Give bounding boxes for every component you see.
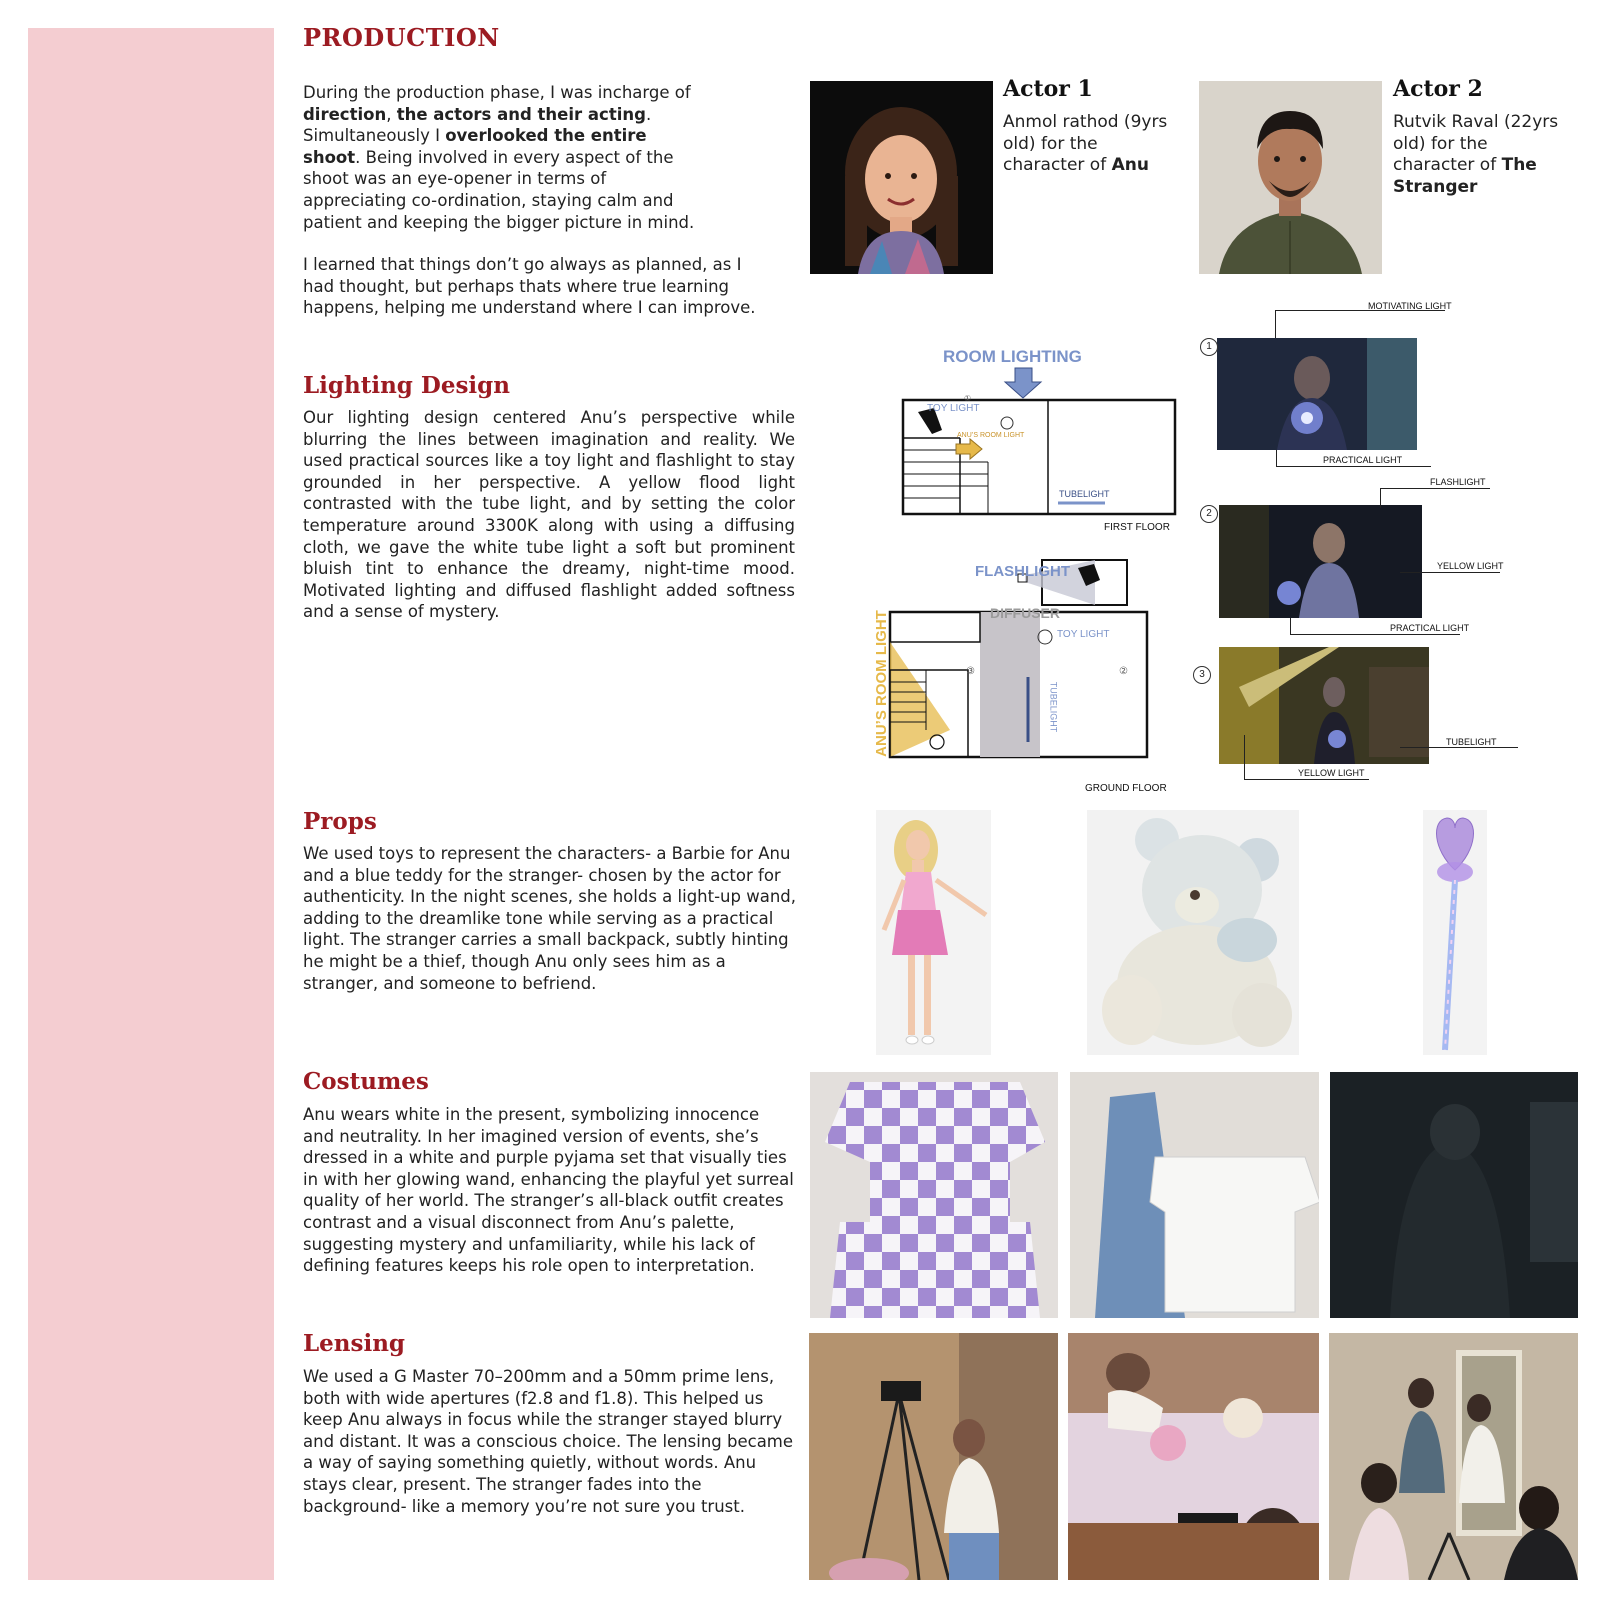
ground-floor-label: GROUND FLOOR [1085, 783, 1167, 794]
callout-line [1276, 450, 1277, 466]
still-2-number: 2 [1200, 505, 1218, 523]
diffuser-label: DIFFUSER [990, 605, 1060, 621]
side-band [28, 28, 274, 1580]
actor-2-photo [1199, 81, 1382, 274]
costumes-text: Anu wears white in the present, symbolizing innocence and neutrality. In her imagined version of events, she’s dressed in a white and purple pyjama set that visually ties in with her glowing wand, enhancing the playful yet surreal quality of her world. The stranger’s all-black outfit creates contrast and a visual disconnect from Anu’s palette, suggesting mystery and unfamiliarity, while his lack of defining features keeps his role open to interpretation. [303, 1105, 794, 1276]
marker-3: ③ [966, 666, 975, 677]
teddy-bear-image [1087, 810, 1299, 1055]
still-1-number: 1 [1200, 338, 1218, 356]
toy-light-label: TOY LIGHT [927, 403, 980, 414]
callout-line [1290, 634, 1460, 635]
props-text: We used toys to represent the characters- a Barbie for Anu and a blue teddy for the stranger- chosen by the actor for authenticity. In the night scenes, she holds a light-up wand, adding to the dreamlike tone while serving as a practical light. The stranger carries a small backpack, subtly hinting he might be a thief, though Anu only sees him as a stranger, and someone to befriend. [303, 844, 797, 993]
pyjama-set-image [810, 1072, 1058, 1318]
actor-2-title: Actor 2 [1393, 76, 1483, 102]
stranger-outfit-image [1330, 1072, 1578, 1318]
callout-line [1244, 735, 1245, 779]
costumes-heading: Costumes [303, 1068, 429, 1095]
anus-room-light-small-label: ANU’S ROOM LIGHT [957, 432, 1025, 439]
actor-1-title: Actor 1 [1003, 76, 1093, 102]
production-intro [303, 82, 798, 319]
flashlight-still-label: FLASHLIGHT [1430, 477, 1486, 487]
still-3-number: 3 [1193, 666, 1211, 684]
first-floor-label: FIRST FLOOR [1104, 522, 1170, 533]
room-lighting-label: ROOM LIGHTING [943, 347, 1082, 366]
motivating-light-label: MOTIVATING LIGHT [1368, 301, 1452, 311]
tubelight-ground-label: TUBELIGHT [1048, 681, 1059, 733]
callout-line [1276, 466, 1431, 467]
light-up-wand-image [1423, 810, 1487, 1055]
practical-light-2-label: PRACTICAL LIGHT [1390, 623, 1470, 633]
actor-1-photo [810, 81, 993, 274]
bts-photo-1 [809, 1333, 1058, 1580]
callout-line [1400, 572, 1500, 573]
still-1 [1217, 338, 1417, 450]
lighting-design-heading: Lighting Design [303, 372, 510, 399]
toy-light-ground-label: TOY LIGHT [1057, 629, 1110, 640]
callout-line [1380, 488, 1381, 508]
tubelight-still-label: TUBELIGHT [1446, 737, 1497, 747]
lighting-floor-plan [860, 347, 1190, 800]
still-2 [1219, 505, 1422, 618]
actor-2-description: Rutvik Raval (22yrs old) for the character of The Stranger [1393, 112, 1559, 197]
jeans-and-tshirt-image [1070, 1072, 1319, 1318]
marker-1: ① [964, 394, 972, 403]
production-paragraph-2: I learned that things don’t go always as planned, as I had thought, but perhaps thats where true learning happens, helping me understand where I can improve. [303, 255, 756, 318]
actor-1-description: Anmol rathod (9yrs old) for the character of Anu [1003, 112, 1168, 175]
yellow-light-label: YELLOW LIGHT [1437, 561, 1504, 571]
flashlight-label: FLASHLIGHT [975, 563, 1070, 580]
barbie-doll-image [876, 810, 991, 1055]
yellow-light-3-label: YELLOW LIGHT [1298, 768, 1365, 778]
callout-line [1380, 488, 1490, 489]
lighting-design-text: Our lighting design centered Anu’s perspective while blurring the lines between imagination and reality. We used practical sources like a toy light and flashlight to stay grounded in her perspective. A yellow flood light contrasted with the tube light, and by setting the color temperature around 3300K along with using a diffusing cloth, we gave the white tube light a soft but prominent bluish tint to enhance the dreamy, night-time mood. Motivated lighting and diffused flashlight added softness and a sense of mystery. [303, 408, 795, 622]
callout-line [1290, 618, 1291, 634]
anus-room-light-label: ANU’S ROOM LIGHT [872, 610, 890, 757]
bts-photo-3 [1329, 1333, 1578, 1580]
bts-photo-2 [1068, 1333, 1319, 1580]
marker-2: ② [1119, 666, 1128, 677]
callout-line [1275, 310, 1276, 338]
lensing-text: We used a G Master 70–200mm and a 50mm prime lens, both with wide apertures (f2.8 and f1.8). This helped us keep Anu always in focus while the stranger stayed blurry and distant. It was a conscious choice. The lensing became a way of saying something quietly, without words. Anu stays clear, present. The stranger fades into the background- like a memory you’re not sure you trust. [303, 1367, 794, 1516]
page-title: PRODUCTION [303, 23, 500, 52]
production-paragraph-1: During the production phase, I was incharge of direction, the actors and their acting. Simultaneously I overlooked the entire shoot. Being involved in every aspect of the shoot was an eye-opener in terms of appreciating co-ordination, staying calm and patient and keeping the bigger picture in mind. [303, 83, 695, 232]
lensing-heading: Lensing [303, 1330, 406, 1357]
tubelight-label: TUBELIGHT [1059, 489, 1110, 499]
props-heading: Props [303, 808, 377, 835]
practical-light-label: PRACTICAL LIGHT [1323, 455, 1403, 465]
callout-line [1400, 747, 1518, 748]
still-3 [1219, 647, 1429, 764]
callout-line [1244, 779, 1369, 780]
